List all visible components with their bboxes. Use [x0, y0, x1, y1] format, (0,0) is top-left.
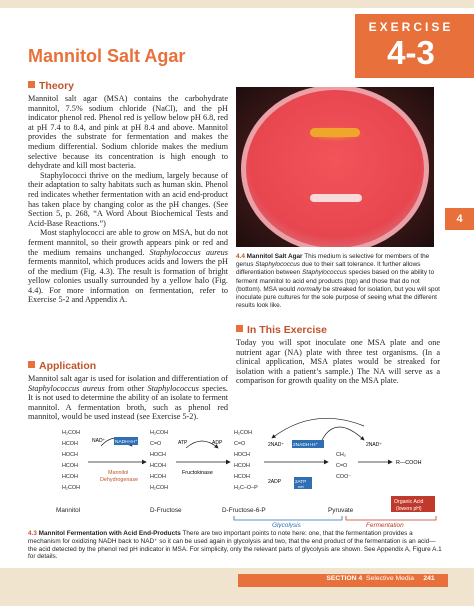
theory-paragraph-3	[28, 228, 228, 305]
mannitol-c4: HCOH	[62, 463, 78, 469]
fig43-text: There are two important points to note here: one, that the fermentation provides a mechanism for oxidizing NADH back to NAD⁺ so it can be used again in glycolysis and two, that the end product of the fermentation is an acid—the acid detected by the phenol red pH indicator in MSA. For simplicity, only the relevant parts of glycolysis are shown. See Appendix A, Figure A.1 for details.	[28, 530, 442, 561]
fructose-c4: HCOH	[150, 463, 166, 469]
fig44-text-b: due to their salt tolerance. It further allows differentiation between	[236, 261, 421, 277]
fermentation-diagram	[46, 410, 438, 528]
r-cooh: R—COOH	[396, 460, 422, 466]
fructose-c6: H₂COH	[150, 485, 168, 491]
pyruvate-label: Pyruvate	[328, 507, 354, 514]
p3-b: ferments mannitol, which produces acids and lowers the pH of the medium (Fig. 4.3). The result is formation of bright yellow colonies usually surrounded by a yellow halo (Fig. 4.4). For more information on fermentation, refer to Exercise 5-2 and Appendix A.	[28, 257, 228, 305]
nad-plus: NAD⁺	[92, 438, 106, 444]
fig44-text-d: be streaked for isolation, but you will spot inoculate pure cultures for the sole purpose of seeing what the different results look like.	[236, 285, 440, 310]
nadh-recycle-arrow	[322, 427, 364, 440]
adp-label: ADP	[212, 440, 223, 446]
app-a: Mannitol salt agar is used for isolation and differentiation of	[28, 374, 228, 383]
footer-section	[238, 575, 414, 582]
fig44-italic-3: normally	[297, 285, 322, 293]
heading-square-icon	[28, 361, 35, 368]
atp-label: ATP	[178, 440, 188, 446]
app-c: species. It is not used to determine the ability of an isolate to ferment mannitol. A fermentation broth, such as phenol red mannitol, would be used instead (see Exercise 5-2).	[28, 383, 228, 422]
section-tab: 4	[445, 208, 474, 230]
fig44-title: Mannitol Salt Agar	[246, 253, 303, 260]
atp-net: net	[298, 484, 304, 489]
fermentation-bracket	[346, 516, 436, 520]
pyruvate-ch3: CH₃	[336, 452, 346, 458]
f6p-c5: HCOH	[234, 474, 250, 480]
in-this-exercise-heading	[236, 324, 327, 336]
diagram-svg	[46, 410, 438, 528]
mannitol-c5: HCOH	[62, 474, 78, 480]
fermentation-label: Fermentation	[366, 522, 404, 528]
two-nadh: 2NADH+H⁺	[293, 443, 319, 448]
pyruvate-co: C=O	[336, 463, 348, 469]
enzyme-1b: Dehydrogenase	[100, 477, 139, 483]
app-italic: Staphylococcus aureus	[28, 383, 105, 393]
mannitol-c1: H₂COH	[62, 430, 80, 436]
fig44-text-c: species based on the ability to ferment mannitol to acid end products (top) and those that do not (bottom). MSA would	[236, 269, 435, 293]
enzyme-1: Mannitol	[108, 470, 129, 476]
heading-square-icon	[28, 81, 35, 88]
application-heading	[28, 360, 96, 372]
page-title: Mannitol Salt Agar	[28, 46, 186, 66]
glycolysis-bracket	[234, 516, 342, 520]
f6p-c6: H₂C–O–P	[234, 485, 258, 491]
footer-section-title: Selective Media	[366, 575, 414, 582]
fructokinase-label: Fructokinase	[182, 470, 213, 476]
p3-italic: Staphylococcus aureus	[149, 247, 229, 257]
top-stripe	[0, 0, 474, 8]
mannitol-label: Mannitol	[56, 507, 81, 514]
organic-acid-b: (lowers pH)	[396, 506, 422, 512]
application-heading-text: Application	[39, 360, 97, 372]
fructose-c5: HCOH	[150, 474, 166, 480]
f6p-label: D-Fructose-6-P	[222, 507, 266, 514]
exercise-number: 4-3	[387, 34, 435, 71]
theory-heading-text: Theory	[39, 80, 75, 92]
footer-section-number: SECTION 4	[326, 575, 363, 582]
nadh: NADH+H⁺	[115, 440, 138, 445]
exercise-label: EXERCISE	[368, 20, 454, 34]
msa-plate-photo	[236, 87, 434, 247]
app-b: from other	[104, 383, 148, 393]
app-italic-2: Staphylococcus	[147, 383, 199, 393]
f6p-c1: H₂COH	[234, 430, 252, 436]
fig43-title: Mannitol Fermentation with Acid End-Products	[38, 530, 181, 537]
petri-dish-image	[236, 87, 434, 247]
mannitol-c3: HOCH	[62, 452, 78, 458]
page-number: 241	[423, 575, 435, 582]
f6p-c3: HOCH	[234, 452, 250, 458]
theory-heading	[28, 80, 74, 92]
two-nad: 2NAD⁺	[268, 442, 284, 448]
fig44-italic: Staphylococcus	[255, 261, 300, 269]
theory-text	[28, 94, 228, 305]
fructose-c2: C=O	[150, 441, 162, 447]
fig44-italic-2: Staphylococcus	[301, 269, 347, 277]
fig43-number: 4.3	[28, 530, 37, 537]
theory-paragraph-1: Mannitol salt agar (MSA) contains the carbohydrate mannitol, 7.5% sodium chloride (NaCl), and the pH indicator phenol red. Phenol red is yellow below pH 6.8, red at pH 7.4 to 8.4, and pink at pH 8.4 and above. Mannitol provides the substrate for fermentation and makes the medium differential. Sodium chloride makes the medium selective because its concentration is high enough to dehydrate and kill most bacteria.	[28, 94, 228, 171]
fructose-c3: HOCH	[150, 452, 166, 458]
mannitol-c6: H₂COH	[62, 485, 80, 491]
nad-return-arrow	[272, 418, 364, 438]
figure-4-4-caption	[236, 253, 440, 310]
fig44-number: 4.4	[236, 253, 245, 260]
mannitol-c2: HCOH	[62, 441, 78, 447]
fructose-label: D-Fructose	[150, 507, 182, 514]
two-adp: 2ADP	[268, 479, 282, 485]
p3-a: Most staphylococci are able to grow on MSA, but do not ferment mannitol, so their growth appears pink or red and the medium remains unchanged.	[28, 228, 228, 257]
heading-square-icon	[236, 325, 243, 332]
figure-4-3-caption	[28, 530, 444, 561]
fig44-text-a: This medium is selective for members of the genus	[236, 253, 430, 269]
fructose-c1: H₂COH	[150, 430, 168, 436]
ite-heading-text: In This Exercise	[247, 324, 327, 336]
f6p-c4: HCOH	[234, 463, 250, 469]
glycolysis-label: Glycolysis	[272, 522, 301, 528]
two-atp: 2ATP	[295, 479, 307, 484]
theory-paragraph-2: Staphylococci thrive on the medium, largely because of their adaptation to salty habitats such as human skin. Phenol red indicates whether fermentation with an acid end-product has taken place by changing color as the pH changes. (See Section 5, p. 268, “A Word About Biochemical Tests and Acid-Base Reactions.”)	[28, 170, 228, 228]
two-nad-2: 2NAD⁺	[366, 442, 382, 448]
f6p-c2: C=O	[234, 441, 246, 447]
organic-acid: Organic Acid	[394, 499, 424, 505]
pyruvate-coo: COO⁻	[336, 474, 352, 480]
in-this-exercise-text: Today you will spot inoculate one MSA plate and one nutrient agar (NA) plate with three test organisms. (In a clinical application, MSA plates would be streaked for isolation with a patient’s sample.) The NA will serve as a comparison for growth quality on the MSA plate.	[236, 338, 440, 386]
